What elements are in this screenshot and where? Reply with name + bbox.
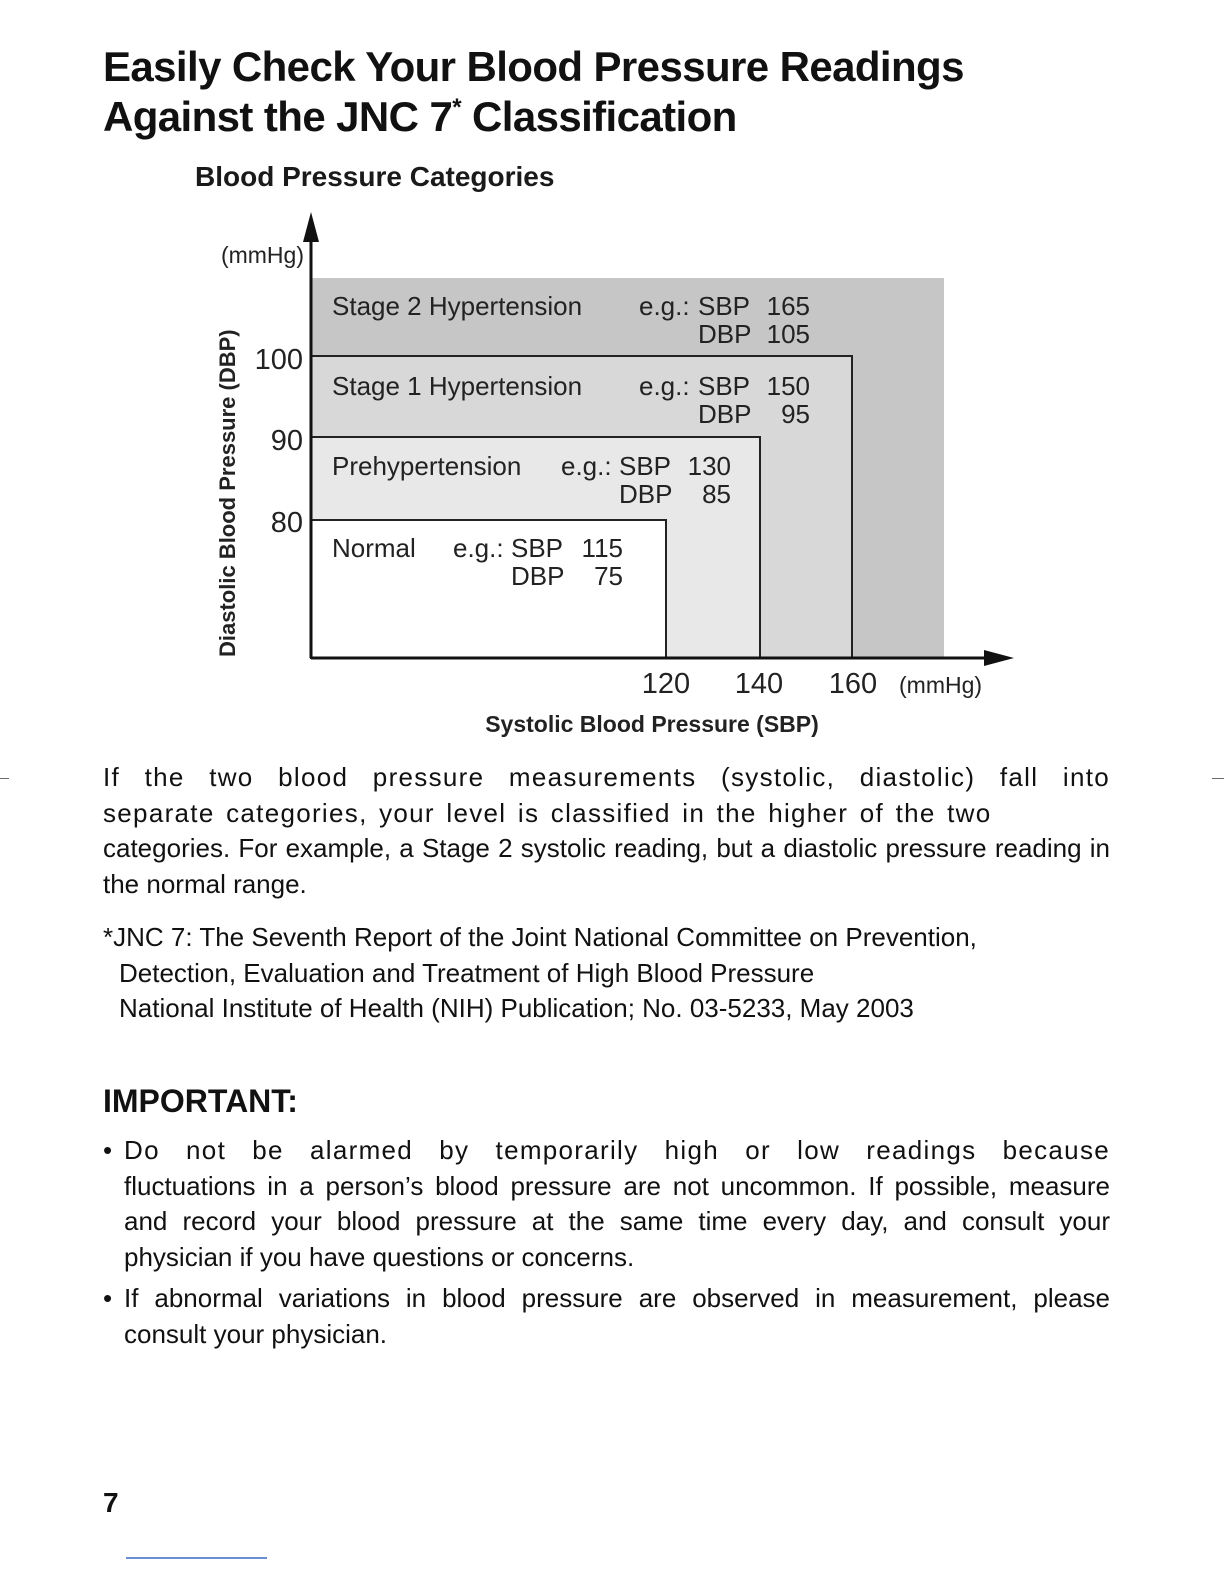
sbp-value: 150: [766, 371, 810, 401]
y-unit-label: (mmHg): [220, 242, 304, 268]
crop-mark-right: [1212, 778, 1224, 779]
x-tick-label: 160: [828, 668, 878, 700]
bullet-icon: •: [103, 1135, 113, 1165]
sbp-label: SBP: [698, 371, 751, 401]
eg-label: e.g.:: [639, 371, 690, 401]
page-title: [103, 42, 964, 142]
chart-title: Blood Pressure Categories: [195, 161, 555, 192]
footnote: [103, 920, 1113, 1027]
list-item: • If abnormal variations in blood pressure are observed in measurement, please consult your physician.: [103, 1283, 1110, 1349]
footnote-line-1: *JNC 7: The Seventh Report of the Joint National Committee on Prevention,: [103, 922, 977, 952]
blood-pressure-chart: [0, 150, 1224, 750]
y-tick-label: 90: [270, 425, 303, 457]
y-tick-label: 100: [254, 344, 303, 376]
x-axis-arrow-icon: [984, 650, 1014, 666]
dbp-value: 75: [594, 561, 623, 591]
sbp-value: 115: [581, 533, 623, 563]
title-line-1: Easily Check Your Blood Pressure Readings: [103, 43, 964, 90]
important-heading: IMPORTANT:: [103, 1083, 298, 1119]
title-line-2: Against the JNC 7* Classification: [103, 93, 737, 140]
bottom-rule: [126, 1557, 267, 1559]
dbp-label: DBP: [619, 479, 673, 509]
sbp-label: SBP: [511, 533, 564, 563]
dbp-value: 95: [781, 399, 810, 429]
list-item: • Do not be alarmed by temporarily high or low readings because fluctuations in a person’s blood pressure are not uncommon. If possible, measure and record your blood pressure at the same time every day, and consult your physician if you have questions or concerns.: [103, 1135, 1110, 1272]
sbp-label: SBP: [619, 451, 672, 481]
important-list: [103, 1133, 1110, 1358]
x-tick-label: 140: [734, 668, 784, 700]
title-asterisk: *: [452, 94, 461, 121]
x-tick-label: 120: [641, 668, 691, 700]
sbp-value: 130: [687, 451, 731, 481]
footnote-line-3: National Institute of Health (NIH) Publication; No. 03-5233, May 2003: [119, 993, 914, 1023]
footnote-mark: *: [103, 922, 114, 952]
dbp-label: DBP: [511, 561, 565, 591]
dbp-value: 105: [766, 319, 810, 349]
footnote-line-2: Detection, Evaluation and Treatment of High Blood Pressure: [119, 957, 815, 988]
y-axis-arrow-icon: [303, 212, 319, 242]
dbp-label: DBP: [698, 399, 752, 429]
sbp-label: SBP: [698, 291, 751, 321]
y-tick-label: 80: [270, 507, 303, 539]
eg-label: e.g.:: [453, 533, 504, 563]
x-unit-label: (mmHg): [899, 672, 983, 698]
page-number: 7: [103, 1487, 119, 1518]
dbp-value: 85: [702, 479, 731, 509]
eg-label: e.g.:: [561, 451, 612, 481]
sbp-value: 165: [766, 291, 810, 321]
body-paragraph-part1: If the two blood pressure measurements (systolic, diastolic) fall into separate categories, your level is classified in the higher of the two: [103, 762, 1110, 828]
category-label-stage1: Stage 1 Hypertension: [332, 371, 583, 401]
category-label-normal: Normal: [332, 533, 416, 563]
crop-mark-left: [0, 778, 9, 779]
x-axis-label: Systolic Blood Pressure (SBP): [485, 711, 819, 737]
eg-label: e.g.:: [639, 291, 690, 321]
y-axis-label: Diastolic Blood Pressure (DBP): [215, 329, 240, 657]
dbp-label: DBP: [698, 319, 752, 349]
body-paragraph-part2: categories. For example, a Stage 2 systolic reading, but a diastolic pressure reading in the normal range.: [103, 833, 1110, 899]
bullet-icon: •: [103, 1283, 113, 1313]
category-label-prehypertension: Prehypertension: [332, 451, 522, 481]
category-label-stage2: Stage 2 Hypertension: [332, 291, 583, 321]
